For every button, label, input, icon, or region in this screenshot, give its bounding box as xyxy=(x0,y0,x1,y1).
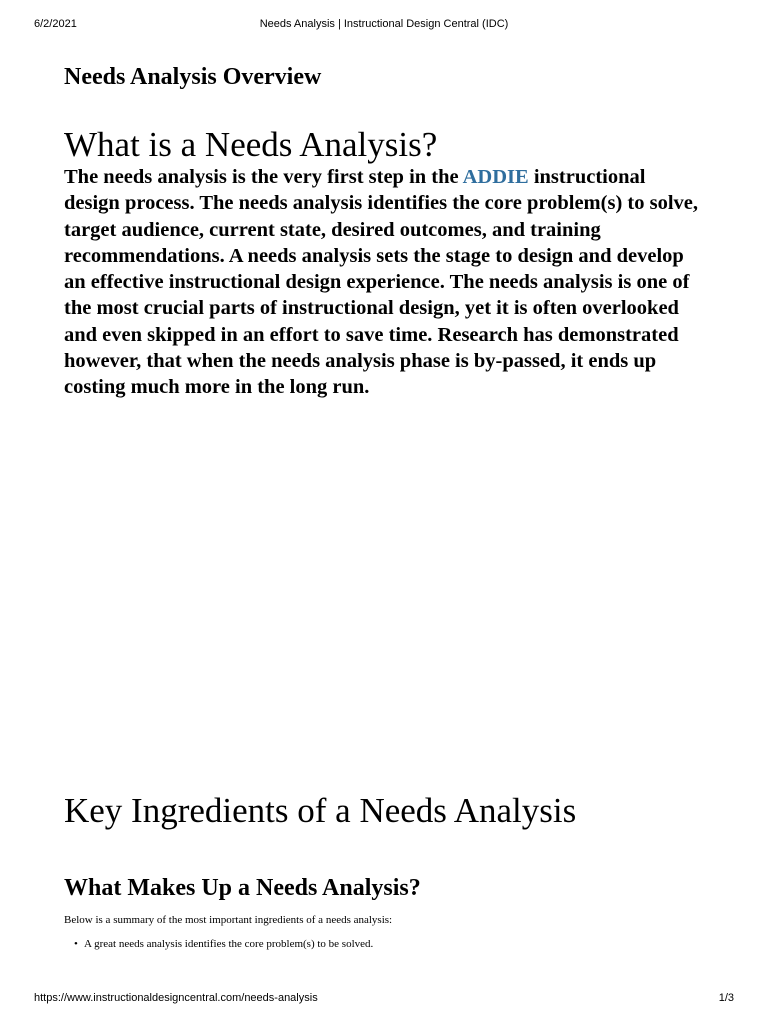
list-item xyxy=(74,936,373,952)
print-date: 6/2/2021 xyxy=(34,18,77,30)
bullet-icon: • xyxy=(74,938,78,950)
list-item-text: A great needs analysis identifies the core problem(s) to be solved. xyxy=(84,938,374,950)
intro-paragraph xyxy=(64,164,704,401)
intro-text-start: The needs analysis is the very first step in the xyxy=(64,166,463,188)
key-ingredients-heading: Key Ingredients of a Needs Analysis xyxy=(64,791,577,830)
article xyxy=(64,58,704,950)
overview-heading: Needs Analysis Overview xyxy=(64,64,322,90)
ingredients-list xyxy=(64,936,373,952)
addie-link[interactable]: ADDIE xyxy=(462,166,529,188)
what-is-heading: What is a Needs Analysis? xyxy=(64,125,438,164)
summary-text: Below is a summary of the most important ingredients of a needs analysis: xyxy=(64,914,393,926)
print-page-title: Needs Analysis | Instructional Design Central (IDC) xyxy=(259,18,509,30)
intro-text-rest: instructional design process. The needs analysis identifies the core problem(s) to solve, target audience, current state, desired outcomes, and training recommendations. A needs analysis sets the stage to design and develop an effective instructional design experience. The needs analysis is one of the most crucial parts of instructional design, yet it is often overlooked and even skipped in an effort to save time. Research has demonstrated however, that when the needs analysis phase is by-passed, it ends up costing much more in the long run. xyxy=(64,166,698,399)
print-url: https://www.instructionaldesigncentral.com/needs-analysis xyxy=(34,992,318,1004)
what-makes-up-heading: What Makes Up a Needs Analysis? xyxy=(64,875,421,901)
print-page-number: 1/3 xyxy=(718,992,734,1004)
